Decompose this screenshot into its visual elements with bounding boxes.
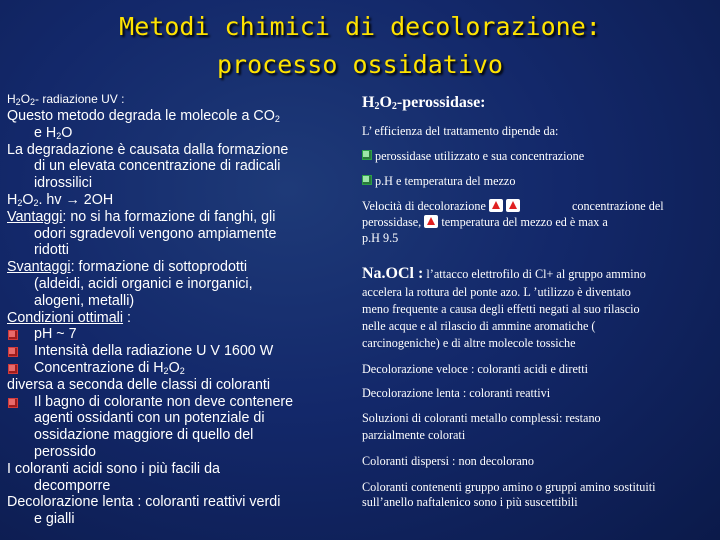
cause-text-cont: di un elevata concentrazione di radicali: [34, 158, 281, 175]
acidi-text-cont: decomporre: [34, 477, 111, 494]
arrow-up-icon: [424, 215, 438, 228]
lenta-text: Decolorazione lenta : coloranti reattivi verdi: [7, 494, 281, 511]
left-column: [7, 92, 347, 528]
naocl-heading: Na.OCl :: [362, 265, 424, 282]
velocita-line-1: Velocità di decolorazione concentrazione del: [362, 199, 664, 213]
condition-item: Intensità della radiazione U V 1600 W: [7, 343, 347, 360]
title-line-1: Metodi chimici di decolorazione:: [119, 12, 601, 41]
title-line-2: processo ossidativo: [217, 50, 503, 79]
lenta-text-cont: e gialli: [34, 511, 75, 528]
uv-header: $H_2O_2-$ radiazione UV :: [7, 92, 125, 107]
vantaggi-text-cont: ridotti: [34, 242, 69, 259]
cause-text: La degradazione è causata dalla formazione: [7, 141, 289, 158]
naocl-line-2: accelera la rottura del ponte azo. L ’utilizzo è diventato: [362, 285, 631, 299]
svantaggi-text-cont: (aldeidi, acidi organici e inorganici,: [34, 275, 253, 292]
bullet-icon: [8, 347, 18, 357]
veloce-text: Decolorazione veloce : coloranti acidi e diretti: [362, 362, 589, 376]
cause-text-cont: idrossilici: [34, 175, 92, 192]
svantaggi-text: Svantaggi: formazione di sottoprodotti: [7, 259, 248, 276]
lenta-text: Decolorazione lenta : coloranti reattivi: [362, 386, 551, 400]
arrow-up-icon: [489, 199, 503, 212]
perossidase-heading: $H_2O_2$-perossidase:: [362, 94, 486, 112]
perossidase-item: p.H e temperatura del mezzo: [362, 174, 712, 189]
condition-item: Concentrazione di $H_2O_2$: [7, 360, 347, 377]
condizioni-heading: Condizioni ottimali :: [7, 309, 131, 326]
bullet-icon: [8, 364, 18, 374]
condition-item: pH ~ 7: [7, 326, 347, 343]
efficienza-text: L’ efficienza del trattamento dipende da:: [362, 124, 559, 138]
naocl-line-1: Na.OCl : l’attacco elettrofilo di Cl+ al gruppo ammino: [362, 265, 646, 282]
svantaggi-text-cont: alogeni, metalli): [34, 292, 135, 309]
slide-title: [0, 8, 720, 84]
contenenti-line-2: sull’anello naftalenico sono i più suscettibili: [362, 495, 578, 509]
condition-item-cont: agenti ossidanti con un potenziale di: [34, 410, 265, 427]
vantaggi-text: Vantaggi: no si ha formazione di fanghi, gli: [7, 208, 276, 225]
condition-item-cont: ossidazione maggiore di quello del: [34, 427, 254, 444]
degrade-text: Questo metodo degrada le molecole a $CO_2$: [7, 108, 280, 124]
dispersi-text: Coloranti dispersi : non decolorano: [362, 454, 534, 468]
perossidase-item: perossidase utilizzato e sua concentrazione: [362, 149, 712, 164]
diversa-text: diversa a seconda delle classi di coloranti: [7, 376, 271, 393]
bullet-icon: [8, 330, 18, 340]
condition-item: Il bagno di colorante non deve contenere: [7, 394, 347, 411]
condition-item-cont: perossido: [34, 443, 96, 460]
soluzioni-line-1: Soluzioni di coloranti metallo complessi: restano: [362, 411, 601, 425]
degrade-text-cont: e $H_2O$: [34, 124, 73, 141]
checkbox-bullet-icon: [362, 150, 372, 160]
naocl-line-4: nelle acque e al rilascio di ammine aromatiche (: [362, 319, 596, 333]
checkbox-bullet-icon: [362, 175, 372, 185]
naocl-line-3: meno frequente a causa degli effetti negati al suo rilascio: [362, 302, 640, 316]
velocita-line-3: p.H 9.5: [362, 231, 399, 245]
contenenti-line-1: Coloranti contenenti gruppo amino o gruppi amino sostituiti: [362, 480, 656, 494]
bullet-icon: [8, 398, 18, 408]
reaction-equation: $H_2O_2$. hv → 2OH: [7, 191, 114, 208]
velocita-line-2: perossidase, temperatura del mezzo ed è max a: [362, 215, 608, 229]
vantaggi-text-cont: odori sgradevoli vengono ampiamente: [34, 225, 277, 242]
arrow-up-icon: [506, 199, 520, 212]
soluzioni-line-2: parzialmente colorati: [362, 428, 466, 442]
acidi-text: I coloranti acidi sono i più facili da: [7, 460, 220, 477]
naocl-line-5: carcinogeniche) e di altre molecole tossiche: [362, 336, 576, 350]
